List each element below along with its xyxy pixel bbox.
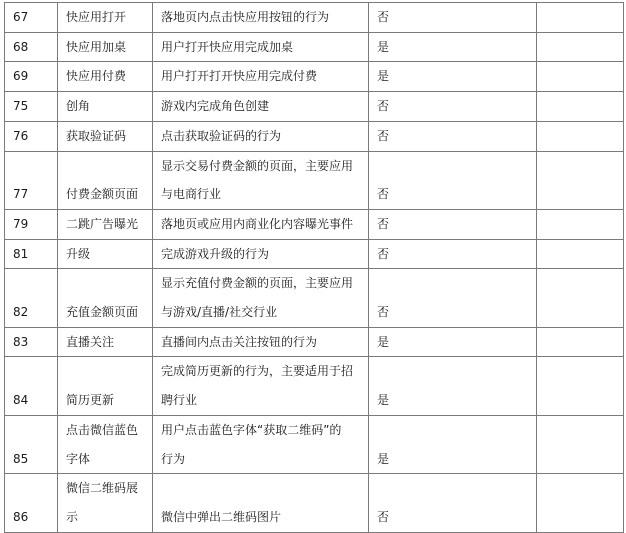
cell-text: 86 — [13, 509, 29, 524]
cell-event-name — [58, 327, 153, 357]
cell-event-note — [537, 32, 624, 62]
cell-event-flag — [369, 92, 537, 122]
cell-text: 83 — [13, 334, 29, 349]
table-row — [5, 3, 624, 33]
cell-text-line: 与电商行业 — [161, 187, 222, 202]
cell-event-description — [153, 415, 369, 473]
cell-event-name — [58, 62, 153, 92]
cell-text-line: 获取验证码 — [66, 128, 127, 143]
cell-text: 否 — [377, 10, 390, 24]
cell-text-line: 行为 — [161, 451, 186, 466]
cell-event-flag — [369, 327, 537, 357]
cell-event-note — [537, 239, 624, 269]
table-row — [5, 415, 624, 473]
cell-text: 否 — [377, 246, 390, 261]
table-row — [5, 32, 624, 62]
event-table — [4, 2, 624, 533]
cell-event-id — [5, 92, 58, 122]
cell-text-line: 直播关注 — [66, 334, 115, 349]
cell-text: 81 — [13, 246, 29, 261]
cell-event-flag — [369, 209, 537, 239]
cell-text-line: 字体 — [66, 451, 91, 466]
cell-event-note — [537, 3, 624, 33]
cell-event-id — [5, 239, 58, 269]
cell-event-name — [58, 415, 153, 473]
cell-event-note — [537, 474, 624, 532]
cell-event-name — [58, 209, 153, 239]
cell-text: 75 — [13, 99, 29, 114]
cell-event-id — [5, 209, 58, 239]
cell-event-name — [58, 269, 153, 327]
cell-event-name — [58, 121, 153, 151]
cell-text-line: 快应用加桌 — [66, 39, 127, 54]
cell-text: 84 — [13, 393, 29, 408]
cell-text-line: 简历更新 — [66, 393, 115, 408]
cell-event-description — [153, 3, 369, 33]
cell-text-line: 落地页内点击快应用按钮的行为 — [161, 10, 330, 24]
cell-event-description — [153, 474, 369, 532]
cell-text-line: 充值金额页面 — [66, 305, 139, 320]
cell-text-line: 点击微信蓝色 — [66, 422, 139, 437]
table-row — [5, 474, 624, 532]
cell-text-line: 游戏内完成角色创建 — [161, 99, 270, 114]
cell-event-note — [537, 151, 624, 209]
cell-event-id — [5, 121, 58, 151]
cell-text-line: 聘行业 — [161, 393, 198, 408]
cell-event-id — [5, 32, 58, 62]
cell-text: 76 — [13, 128, 29, 143]
cell-text: 77 — [13, 187, 29, 202]
cell-event-name — [58, 32, 153, 62]
cell-text-line: 完成游戏升级的行为 — [161, 246, 270, 261]
table-row — [5, 62, 624, 92]
cell-event-flag — [369, 151, 537, 209]
cell-event-flag — [369, 357, 537, 415]
cell-event-note — [537, 327, 624, 357]
table-row — [5, 327, 624, 357]
table-row — [5, 209, 624, 239]
cell-event-name — [58, 151, 153, 209]
cell-event-note — [537, 269, 624, 327]
cell-event-name — [58, 92, 153, 122]
cell-event-id — [5, 151, 58, 209]
cell-event-description — [153, 32, 369, 62]
cell-text: 85 — [13, 451, 29, 466]
cell-event-description — [153, 151, 369, 209]
cell-event-description — [153, 209, 369, 239]
cell-text-line: 用户打开打开快应用完成付费 — [161, 69, 318, 84]
cell-event-note — [537, 415, 624, 473]
table-row — [5, 357, 624, 415]
cell-text-line: 示 — [66, 509, 79, 524]
cell-event-name — [58, 357, 153, 415]
cell-event-flag — [369, 474, 537, 532]
cell-event-description — [153, 239, 369, 269]
cell-text-line: 升级 — [66, 246, 91, 261]
cell-text-line: 直播间内点击关注按钮的行为 — [161, 334, 318, 349]
cell-text: 否 — [377, 128, 390, 143]
cell-text-line: 快应用付费 — [66, 69, 127, 84]
table-row — [5, 151, 624, 209]
cell-text: 是 — [377, 69, 390, 84]
cell-event-name — [58, 3, 153, 33]
cell-event-flag — [369, 3, 537, 33]
table-row — [5, 239, 624, 269]
cell-event-name — [58, 474, 153, 532]
cell-text: 82 — [13, 305, 29, 320]
cell-event-note — [537, 62, 624, 92]
cell-text-line: 点击获取验证码的行为 — [161, 128, 282, 143]
cell-text-line: 微信二维码展 — [66, 481, 139, 496]
cell-text-line: 付费金额页面 — [66, 187, 139, 202]
cell-event-description — [153, 327, 369, 357]
cell-text-line: 落地页或应用内商业化内容曝光事件 — [161, 216, 354, 231]
cell-event-description — [153, 92, 369, 122]
cell-event-flag — [369, 269, 537, 327]
cell-event-id — [5, 62, 58, 92]
cell-text: 是 — [377, 393, 390, 408]
cell-event-note — [537, 209, 624, 239]
cell-event-description — [153, 62, 369, 92]
cell-event-note — [537, 121, 624, 151]
cell-text-line: 快应用打开 — [66, 10, 127, 24]
cell-event-flag — [369, 32, 537, 62]
cell-event-name — [58, 239, 153, 269]
cell-text: 否 — [377, 509, 390, 524]
cell-event-id — [5, 327, 58, 357]
cell-event-id — [5, 415, 58, 473]
cell-event-id — [5, 357, 58, 415]
cell-text-line: 显示充值付费金额的页面，主要应用 — [161, 276, 354, 291]
cell-event-description — [153, 121, 369, 151]
cell-text-line: 与游戏/直播/社交行业 — [161, 305, 278, 320]
cell-text-line: 创角 — [66, 99, 91, 114]
cell-text: 是 — [377, 39, 390, 54]
cell-event-id — [5, 474, 58, 532]
cell-text: 67 — [13, 10, 29, 24]
cell-event-id — [5, 3, 58, 33]
cell-text-line: 二跳广告曝光 — [66, 216, 139, 231]
cell-text-line: 微信中弹出二维码图片 — [161, 509, 282, 524]
cell-event-id — [5, 269, 58, 327]
cell-text-line: 用户点击蓝色字体“获取二维码”的 — [161, 422, 342, 437]
cell-text: 否 — [377, 187, 390, 202]
cell-text-line: 用户打开快应用完成加桌 — [161, 39, 294, 54]
table-row — [5, 92, 624, 122]
cell-text: 否 — [377, 305, 390, 320]
cell-text: 69 — [13, 69, 29, 84]
cell-event-description — [153, 269, 369, 327]
cell-text: 79 — [13, 216, 29, 231]
cell-event-flag — [369, 62, 537, 92]
cell-text: 是 — [377, 451, 390, 466]
cell-text: 否 — [377, 99, 390, 114]
cell-event-description — [153, 357, 369, 415]
table-row — [5, 121, 624, 151]
cell-event-flag — [369, 121, 537, 151]
cell-text: 否 — [377, 216, 390, 231]
cell-text: 是 — [377, 334, 390, 349]
cell-event-note — [537, 357, 624, 415]
cell-event-flag — [369, 415, 537, 473]
cell-text: 68 — [13, 39, 29, 54]
cell-text-line: 完成简历更新的行为，主要适用于招 — [161, 364, 354, 379]
cell-text-line: 显示交易付费金额的页面，主要应用 — [161, 158, 354, 173]
cell-event-flag — [369, 239, 537, 269]
cell-event-note — [537, 92, 624, 122]
table-row — [5, 269, 624, 327]
